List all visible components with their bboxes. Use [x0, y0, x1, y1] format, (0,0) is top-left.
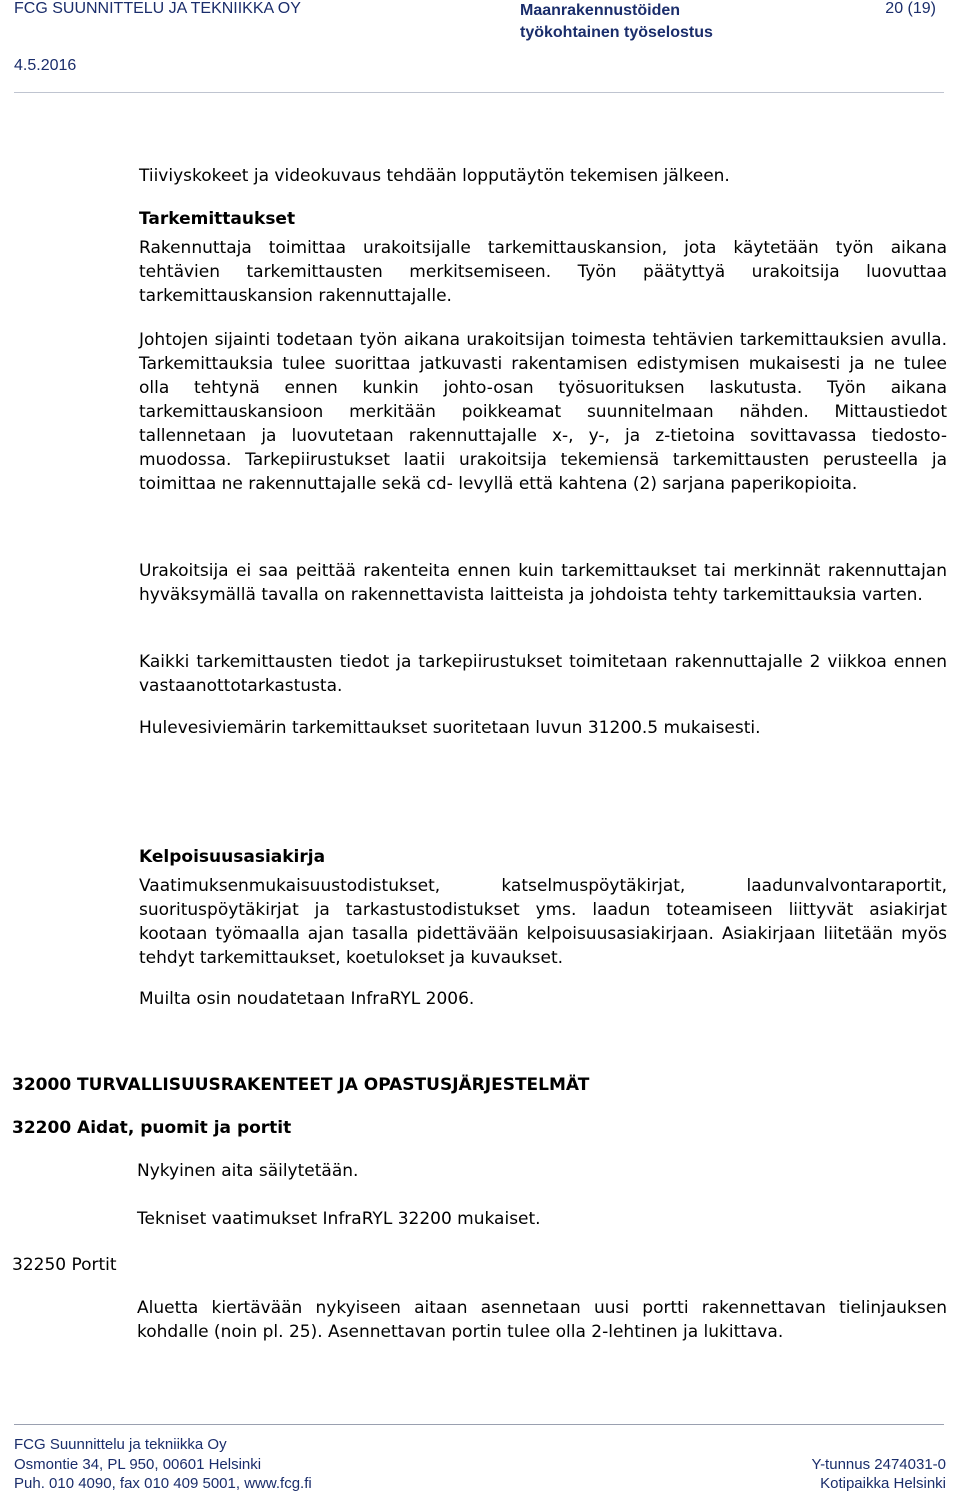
- paragraph-tarkemittauskansio: Rakennuttaja toimittaa urakoitsijalle tarkemittauskansion, jota käytetään työn aikana tehtävien tarkemittausten merkitsemiseen. Työn päätyttyä urakoitsija luovuttaa tarkemittauskansion rakennuttajalle.: [139, 238, 947, 306]
- heading-32250-portit: 32250 Portit: [12, 1255, 117, 1275]
- header-divider: [14, 92, 944, 93]
- paragraph-infraryl: Muilta osin noudatetaan InfraRYL 2006.: [139, 989, 475, 1009]
- footer-ytunnus: Y-tunnus 2474031-0: [811, 1456, 946, 1473]
- paragraph-hulevesiviemari: Hulevesiviemärin tarkemittaukset suoritetaan luvun 31200.5 mukaisesti.: [139, 718, 761, 738]
- paragraph-peittaminen: Urakoitsija ei saa peittää rakenteita ennen kuin tarkemittaukset tai merkinnät rakennuttajan hyväksymällä tavalla on rakennettavista laitteista ja johdoista tehty tarkemittauksia varten.: [139, 561, 947, 605]
- footer-address: Osmontie 34, PL 950, 00601 Helsinki: [14, 1456, 262, 1473]
- paragraph-portti: Aluetta kiertävään nykyiseen aitaan asennetaan uusi portti rakennettavan tielinjauksen kohdalle (noin pl. 25). Asennettavan portin tulee olla 2-lehtinen ja lukittava.: [137, 1298, 947, 1342]
- heading-tarkemittaukset: Tarkemittaukset: [139, 209, 296, 229]
- paragraph-intro: Tiiviyskokeet ja videokuvaus tehdään lopputäytön tekemisen jälkeen.: [139, 166, 730, 186]
- header-title-line-1: Maanrakennustöiden: [520, 2, 681, 19]
- footer-contact: Puh. 010 4090, fax 010 409 5001, www.fcg.fi: [14, 1475, 312, 1492]
- paragraph-tekniset-vaatimukset: Tekniset vaatimukset InfraRYL 32200 mukaiset.: [137, 1209, 541, 1229]
- heading-32200: 32200 Aidat, puomit ja portit: [12, 1118, 292, 1138]
- paragraph-johtojen-sijainti: Johtojen sijainti todetaan työn aikana urakoitsijan toimesta tehtävien tarkemittauksien avulla. Tarkemittauksia tulee suorittaa jatkuvasti rakentamisen edistymisen mukaisesti ja ne tulee olla tehtynä ennen kunkin johto-osan työsuorituksen laskutusta. Työn aikana tarkemittauskansioon merkitään poikkeamat suunnitelmaan nähden. Mittaustiedot tallennetaan ja luovutetaan rakennuttajalle x-, y-, ja z-tietoina sovittavassa tiedosto-muodossa. Tarkepiirustukset laatii urakoitsija tekemiensä tarkemittausten perusteella ja toimittaa ne rakennuttajalle sekä cd- levyllä että kahtena (2) sarjana paperikopioita.: [139, 330, 947, 494]
- header-title-line-2: työkohtainen työselostus: [520, 24, 713, 41]
- footer-divider: [14, 1424, 944, 1425]
- page-number: 20 (19): [885, 0, 936, 17]
- heading-32000: 32000 TURVALLISUUSRAKENTEET JA OPASTUSJÄRJESTELMÄT: [12, 1075, 590, 1095]
- paragraph-kelpoisuusasiakirja: Vaatimuksenmukaisuustodistukset, katselmuspöytäkirjat, laadunvalvontaraportit, suorituspöytäkirjat ja tarkastustodistukset yms. laadun toteamiseen liittyvät asiakirjat kootaan työmaalla ajan tasalla pidettävään kelpoisuusasiakirjaan. Asiakirjaan liitetään myös tehdyt tarkemittaukset, koetulokset ja kuvaukset.: [139, 876, 947, 968]
- header-document-title: [520, 0, 713, 44]
- heading-kelpoisuusasiakirja: Kelpoisuusasiakirja: [139, 847, 326, 867]
- paragraph-tiedot-toimitus: Kaikki tarkemittausten tiedot ja tarkepiirustukset toimitetaan rakennuttajalle 2 viikkoa ennen vastaanottotarkastusta.: [139, 652, 947, 696]
- paragraph-aita: Nykyinen aita säilytetään.: [137, 1161, 359, 1181]
- footer-company: FCG Suunnittelu ja tekniikka Oy: [14, 1436, 227, 1453]
- header-date: 4.5.2016: [14, 57, 77, 74]
- footer-kotipaikka: Kotipaikka Helsinki: [820, 1475, 946, 1492]
- header-company: FCG SUUNNITTELU JA TEKNIIKKA OY: [14, 0, 301, 17]
